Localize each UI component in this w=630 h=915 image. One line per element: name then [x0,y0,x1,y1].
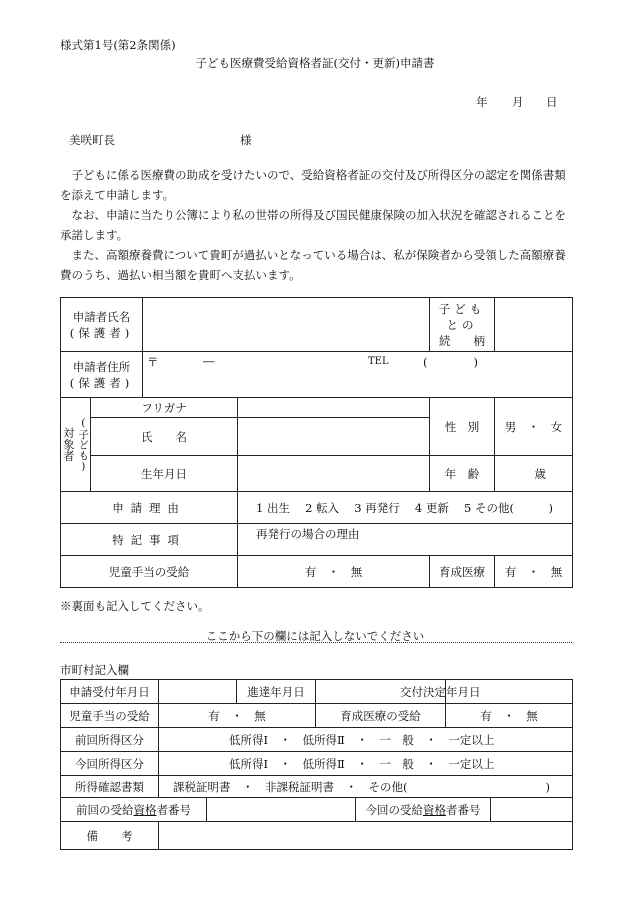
back-side-note: ※裏面も記入してください。 [60,599,210,613]
relationship-field[interactable] [495,298,573,352]
decision-date-label: 交付決定年月日 [400,685,481,699]
addressee: 美咲町長 [69,133,115,147]
previous-income-options[interactable]: 低所得Ⅰ ・ 低所得Ⅱ ・ 一 般 ・ 一定以上 [159,728,573,752]
remarks-label: 備 考 [61,822,159,850]
income-document-close-paren: ) [545,780,550,794]
office-use-table [60,679,573,850]
age-field[interactable]: 歳 [495,456,573,492]
rearing-medical-options[interactable]: 有 ・ 無 [495,556,573,588]
child-name-field[interactable] [238,418,430,456]
office-rearing-options[interactable]: 有 ・ 無 [446,704,573,728]
remarks-field[interactable] [159,822,573,850]
previous-recipient-number-field[interactable] [207,798,356,822]
relationship-label-line2: 続 柄 [439,333,486,348]
child-name-label: 氏 名 [91,418,238,456]
previous-recipient-number-label-c: 者番号 [156,802,191,817]
furigana-label: フリガナ [91,398,238,418]
honorific: 様 [240,133,252,147]
target-person-label-main: 対象者 [61,427,76,462]
office-use-divider-line [60,642,572,643]
furigana-field[interactable] [238,398,430,418]
application-reason-options[interactable]: 1 出生 2 転入 3 再発行 4 更新 5 その他( ) [238,492,573,524]
current-recipient-number-label-a: 今回の受給 [365,802,423,817]
child-allowance-label: 児童手当の受給 [61,556,238,588]
date-month-label: 月 [512,95,524,109]
current-recipient-number-field[interactable] [491,798,573,822]
applicant-address-label-line1: 申請者住所 [72,359,131,374]
receipt-date-label: 申請受付年月日 [61,680,159,704]
target-person-label [61,398,91,492]
form-number: 様式第1号(第2条関係) [60,38,176,52]
progress-date-label: 進達年月日 [237,680,316,704]
applicant-address-field[interactable] [143,352,573,398]
applicant-name-label-line1: 申請者氏名 [72,309,131,324]
previous-income-label: 前回所得区分 [61,728,159,752]
application-reason-label: 申請理由 [61,492,238,524]
postal-dash: ― [203,354,215,368]
income-document-label: 所得確認書類 [61,776,159,798]
applicant-name-field[interactable] [143,298,430,352]
body-paragraph-3: また、高額療養費について貴町が過払いとなっている場合は、私が保険者から受領した高額療養費のうち、過払い相当額を貴町へ支払います。 [60,248,566,282]
previous-recipient-number-label [61,798,207,822]
office-child-allowance-options[interactable]: 有 ・ 無 [159,704,316,728]
applicant-address-label-line2: (保護者) [69,375,134,390]
age-label: 年 齢 [430,456,495,492]
body-paragraph-1: 子どもに係る医療費の助成を受けたいので、受給資格者証の交付及び所得区分の認定を関係書類を添えて申請します。 [60,168,566,202]
body-text [60,165,575,285]
current-recipient-number-label-c: 者番号 [446,802,481,817]
office-rearing-label: 育成医療の受給 [316,704,446,728]
gender-options[interactable]: 男 ・ 女 [495,398,573,456]
birthdate-field[interactable] [238,456,430,492]
income-document-options[interactable] [159,776,573,798]
gender-label: 性 別 [430,398,495,456]
body-paragraph-2: なお、申請に当たり公簿により私の世帯の所得及び国民健康保険の加入状況を確認されることを承諾します。 [60,208,566,242]
applicant-name-label-line2: (保護者) [69,325,134,340]
office-use-divider-text: ここから下の欄には記入しないでください [205,629,425,643]
tel-parens: ( ) [423,355,478,369]
date-day-label: 日 [546,95,558,109]
rearing-medical-label: 育成医療 [430,556,495,588]
applicant-name-label [61,298,143,352]
special-notes-field[interactable]: 再発行の場合の理由 [238,524,573,556]
relationship-label-line1: 子どもとの [438,301,486,332]
postal-mark: 〒 [147,355,159,369]
previous-recipient-number-label-a: 前回の受給 [76,802,134,817]
office-section-title: 市町村記入欄 [60,663,129,677]
current-income-label: 今回所得区分 [61,752,159,776]
progress-date-field[interactable] [316,680,481,704]
applicant-address-label [61,352,143,398]
receipt-date-field[interactable] [159,680,237,704]
application-table [60,297,573,588]
birthdate-label: 生年月日 [91,456,238,492]
document-title: 子ども医療費受給資格者証(交付・更新)申請書 [195,56,435,70]
tel-label: TEL [368,356,389,367]
current-income-options[interactable]: 低所得Ⅰ ・ 低所得Ⅱ ・ 一 般 ・ 一定以上 [159,752,573,776]
target-person-label-sub: (子ども) [77,416,90,473]
relationship-label [430,298,495,352]
child-allowance-options[interactable]: 有 ・ 無 [238,556,430,588]
special-notes-label: 特記事項 [61,524,238,556]
office-child-allowance-label: 児童手当の受給 [61,704,159,728]
current-recipient-number-label-b: 資格 [423,802,446,817]
current-recipient-number-label [356,798,491,822]
date-year-label: 年 [476,95,488,109]
previous-recipient-number-label-b: 資格 [133,802,157,817]
income-document-options-text: 課税証明書 ・ 非課税証明書 ・ その他( [173,779,408,794]
